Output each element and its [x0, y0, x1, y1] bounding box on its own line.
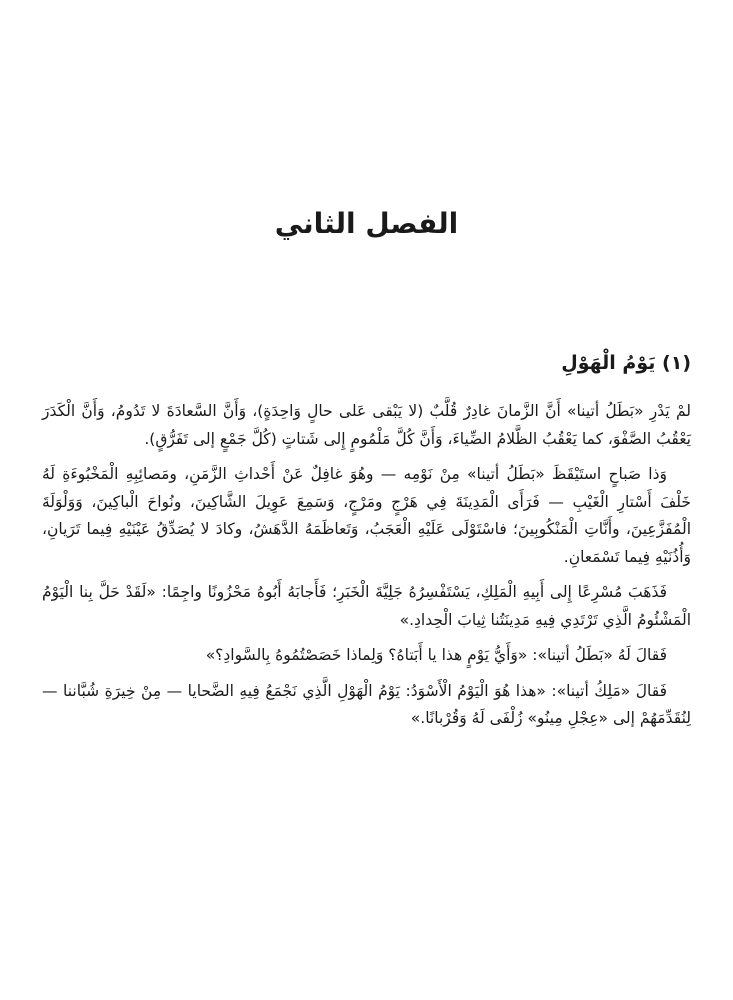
paragraph: لمْ يَدْرِ «بَطَلُ أتينا» أَنَّ الزَّمانَ غادِرٌ قُلَّبٌ (لا يَبْقى عَلى حالٍ وَاحِدَةٍ)، وَأَنَّ السَّعادَةَ لا تَدُومُ، وَأَنَّ الْكَدَرَ يَعْقُبُ الصَّفْوَ، كما يَعْقُبُ الظَّلامُ الضِّياءَ، وَأَنَّ كُلَّ مَلْمُومٍ إِلى شَتاتٍ (كُلَّ جَمْعٍ إلى تَفَرُّقٍ). [42, 402, 691, 448]
paragraph: فَذَهَبَ مُسْرِعًا إِلى أَبِيهِ الْمَلِكِ، يَسْتَفْسِرُهُ جَلِيَّةَ الْخَبَرِ؛ فَأَجابَهُ أَبُوهُ مَحْزُونًا واجِمًا: «لَقَدْ حَلَّ بِنا الْيَوْمُ الْمَشْئُومُ الَّذِي تَرْتَدِي فِيهِ مَدِينَتُنا ثِيابَ الْحِدادِ.» [42, 583, 691, 629]
paragraph: فَقالَ لَهُ «بَطَلُ أتينا»: «وَأَيُّ يَوْمٍ هذا يا أَبَتاهُ؟ وَلِماذا خَصَصْتُمُوهُ بِالسَّوادِ؟» [205, 646, 667, 664]
paragraph: فَقالَ «مَلِكُ أتينا»: «هذا هُوَ الْيَوْمُ الْأَسْوَدُ: يَوْمُ الْهَوْلِ الَّذِي نَجْمَعُ فِيهِ الضَّحايا — مِنْ خِيرَةِ شُبَّاننا — لِنُقَدِّمَهُمْ إلى «عِجْلِ مِينُو» زُلْفَى لَهُ وَقُرْبانًا.» [42, 681, 691, 727]
section-heading: (١) يَوْمُ الْهَوْلِ [561, 352, 691, 374]
paragraph: وَذا صَباحٍ استَيْقَظَ «بَطَلُ أتينا» مِنْ نَوْمِه — وهُوَ غافِلٌ عَنْ أَحْداثِ الزَّمَنِ، ومَصائِبِهِ الْمَخْبُوءَةِ لَهُ خَلْفَ أَسْتارِ الْغَيْبِ — فَرَأَى الْمَدِينَةَ فِي هَرْجٍ ومَرْجٍ، وَسَمِعَ عَوِيلَ الشَّاكِينَ، ونُواحَ الْباكِينَ، وَوَلْوَلَةَ الْمُفَزَّعِينَ، وأَنَّاتِ الْمَنْكُوبِينَ؛ فاسْتَوْلَى عَلَيْهِ الْعَجَبُ، وَتَعاظَمَهُ الدَّهَشُ، وكادَ لا يُصَدِّقُ عَيْنَيْهِ فِيما تَرَيانِ، وَأُذُنَيْهِ فِيما تَسْمَعانِ. [42, 465, 691, 566]
chapter-title: الفصل الثاني [274, 207, 459, 240]
body-text [42, 398, 691, 741]
